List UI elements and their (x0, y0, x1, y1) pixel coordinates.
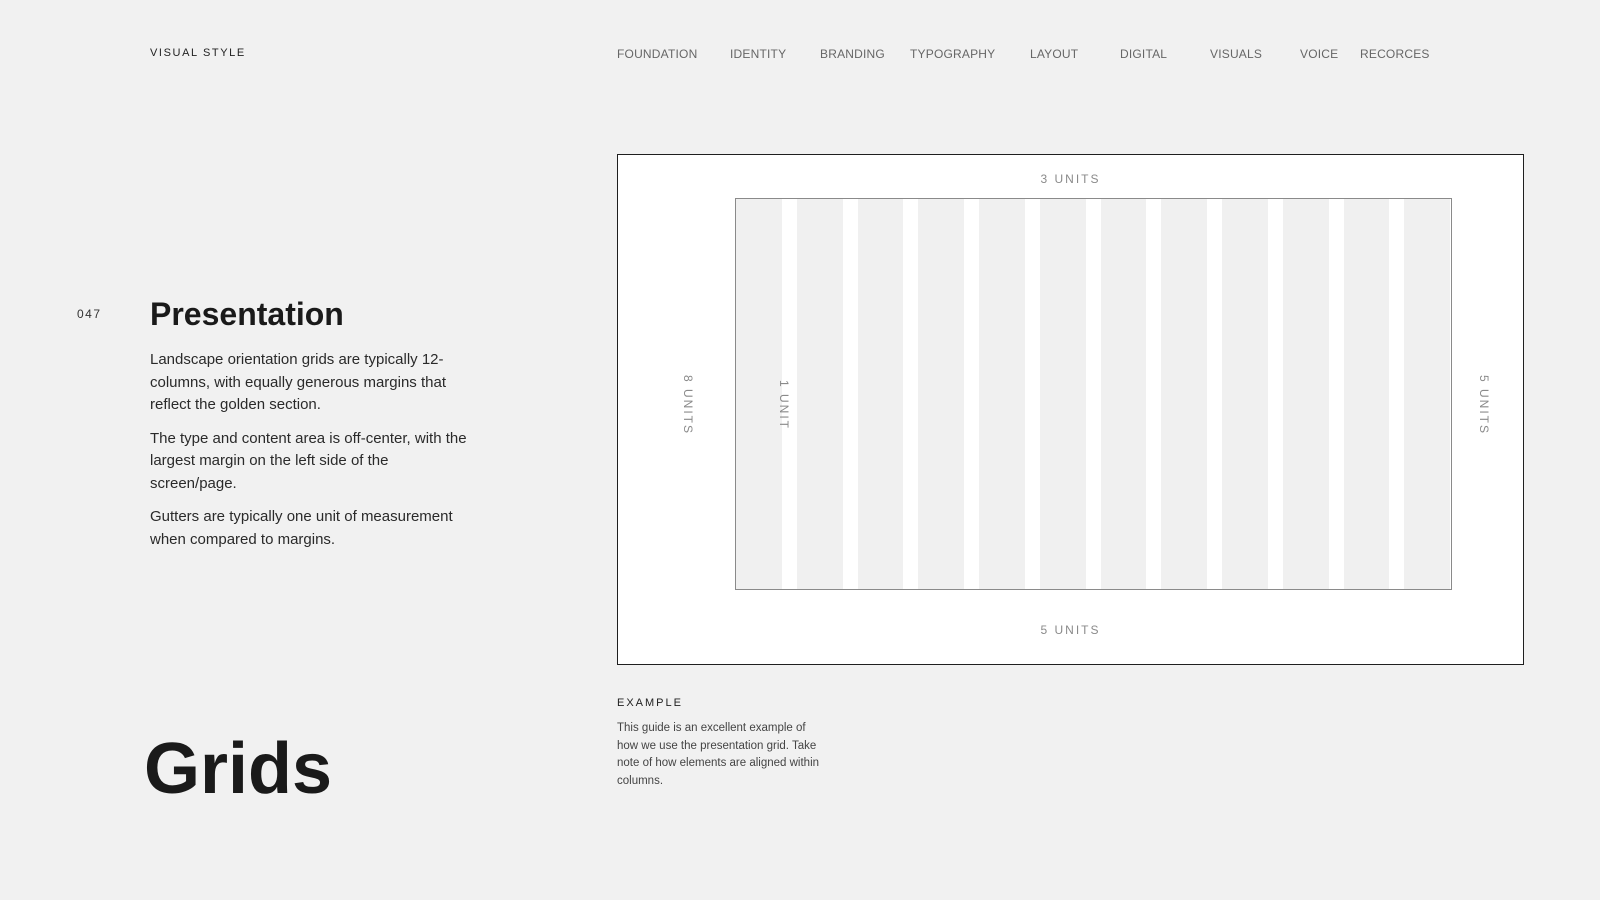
grid-column (979, 199, 1025, 589)
nav-layout[interactable]: LAYOUT (1030, 47, 1079, 61)
page-number: 047 (77, 307, 102, 321)
nav-digital[interactable]: DIGITAL (1120, 47, 1168, 61)
grid-column (1344, 199, 1390, 589)
grid-column (797, 199, 843, 589)
section-title: Presentation (150, 296, 344, 332)
left-margin-label: 8 UNITS (681, 374, 695, 435)
body-copy (150, 349, 470, 562)
example-text: This guide is an excellent example of how we use the presentation grid. Take note of how elements are aligned within columns. (617, 722, 820, 787)
grid-column (1404, 199, 1450, 589)
grid-column (858, 199, 904, 589)
body-paragraph: The type and content area is off-center, with the largest margin on the left side of the screen/page. (150, 429, 467, 492)
grid-column (1101, 199, 1147, 589)
body-paragraph: Landscape orientation grids are typically 12-columns, with equally generous margins that reflect the golden section. (150, 351, 446, 413)
bottom-margin-label: 5 UNITS (1040, 623, 1101, 637)
example-label: EXAMPLE (617, 697, 683, 709)
body-paragraph: Gutters are typically one unit of measurement when compared to margins. (150, 508, 453, 548)
grid-column (1161, 199, 1207, 589)
grid-diagram (617, 154, 1524, 665)
nav-voice[interactable]: VOICE (1300, 47, 1339, 61)
nav-recorces[interactable]: RECORCES (1360, 47, 1430, 61)
nav-branding[interactable]: BRANDING (820, 47, 885, 61)
grid-column (1040, 199, 1086, 589)
nav-identity[interactable]: IDENTITY (730, 47, 787, 61)
grid-column (918, 199, 964, 589)
brand-label: VISUAL STYLE (150, 47, 246, 59)
right-margin-label: 5 UNITS (1477, 374, 1491, 435)
gutter-label: 1 UNIT (777, 379, 791, 430)
nav-typography[interactable]: TYPOGRAPHY (910, 47, 996, 61)
nav-visuals[interactable]: VISUALS (1210, 47, 1263, 61)
content-area (735, 198, 1452, 590)
nav-foundation[interactable]: FOUNDATION (617, 47, 698, 61)
grid-column (736, 199, 782, 589)
page-title: Grids (144, 729, 333, 809)
grid-column (1222, 199, 1268, 589)
top-margin-label: 3 UNITS (1040, 172, 1101, 186)
grid-column (1283, 199, 1329, 589)
